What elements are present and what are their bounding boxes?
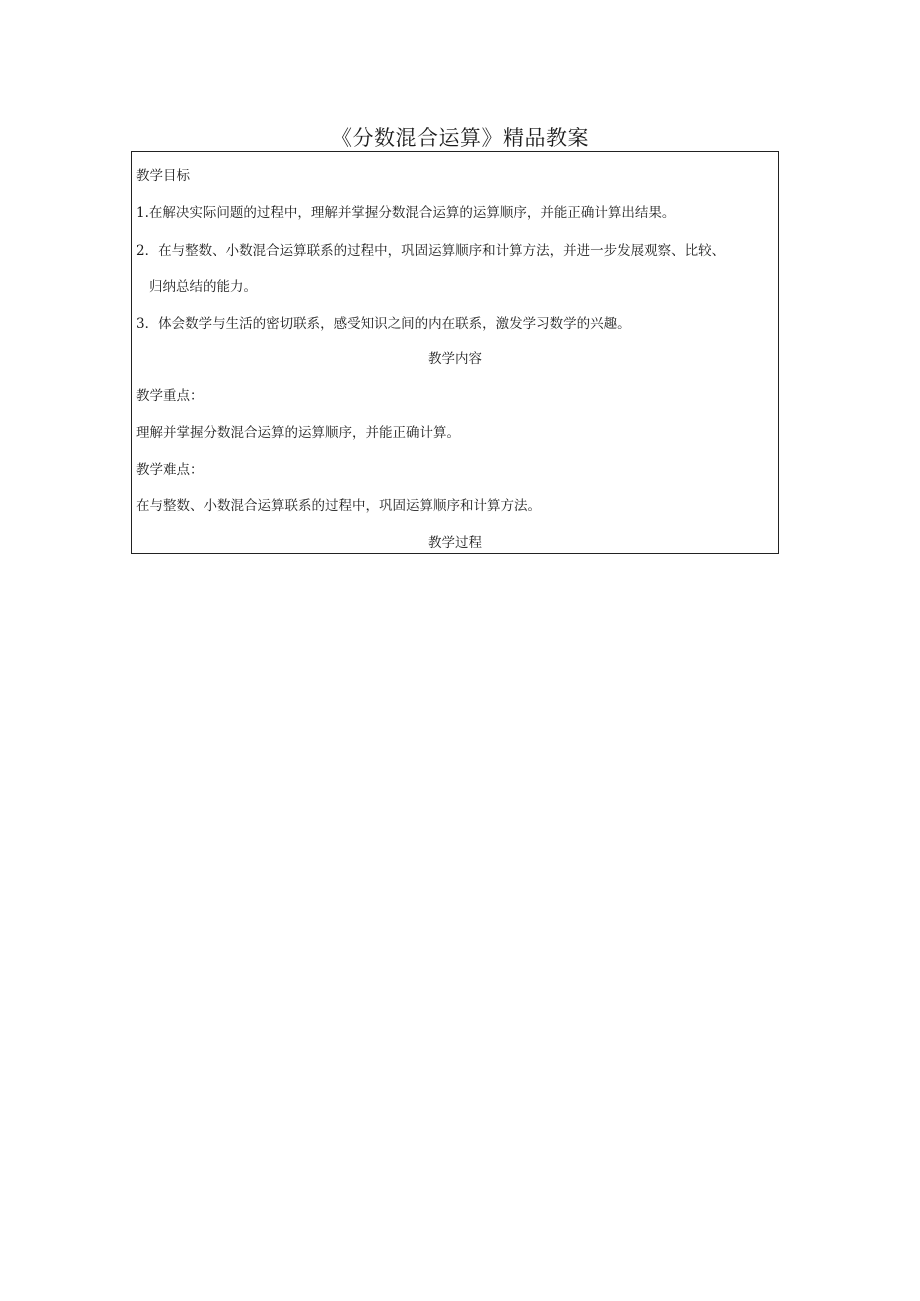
document-title: 《分数混合运算》精品教案 xyxy=(331,126,589,150)
lesson-plan-table xyxy=(131,151,779,554)
content-heading: 教学内容 xyxy=(428,351,482,367)
process-heading: 教学过程 xyxy=(428,535,482,551)
difficulty-label: 教学难点： xyxy=(136,462,204,478)
difficulty-text: 在与整数、小数混合运算联系的过程中，巩固运算顺序和计算方法。 xyxy=(136,498,541,514)
objective-item-1: 1.在解决实际问题的过程中，理解并掌握分数混合运算的运算顺序，并能正确计算出结果。 xyxy=(136,205,676,221)
objective-item-3: 3．体会数学与生活的密切联系，感受知识之间的内在联系，激发学习数学的兴趣。 xyxy=(136,316,631,332)
key-point-text: 理解并掌握分数混合运算的运算顺序，并能正确计算。 xyxy=(136,425,460,441)
objective-item-2-line-1: 2．在与整数、小数混合运算联系的过程中，巩固运算顺序和计算方法，并进一步发展观察、比较、 xyxy=(136,243,726,259)
objectives-heading: 教学目标 xyxy=(136,168,190,184)
objective-item-2-line-2: 归纳总结的能力。 xyxy=(149,279,257,295)
key-point-label: 教学重点： xyxy=(136,388,204,404)
